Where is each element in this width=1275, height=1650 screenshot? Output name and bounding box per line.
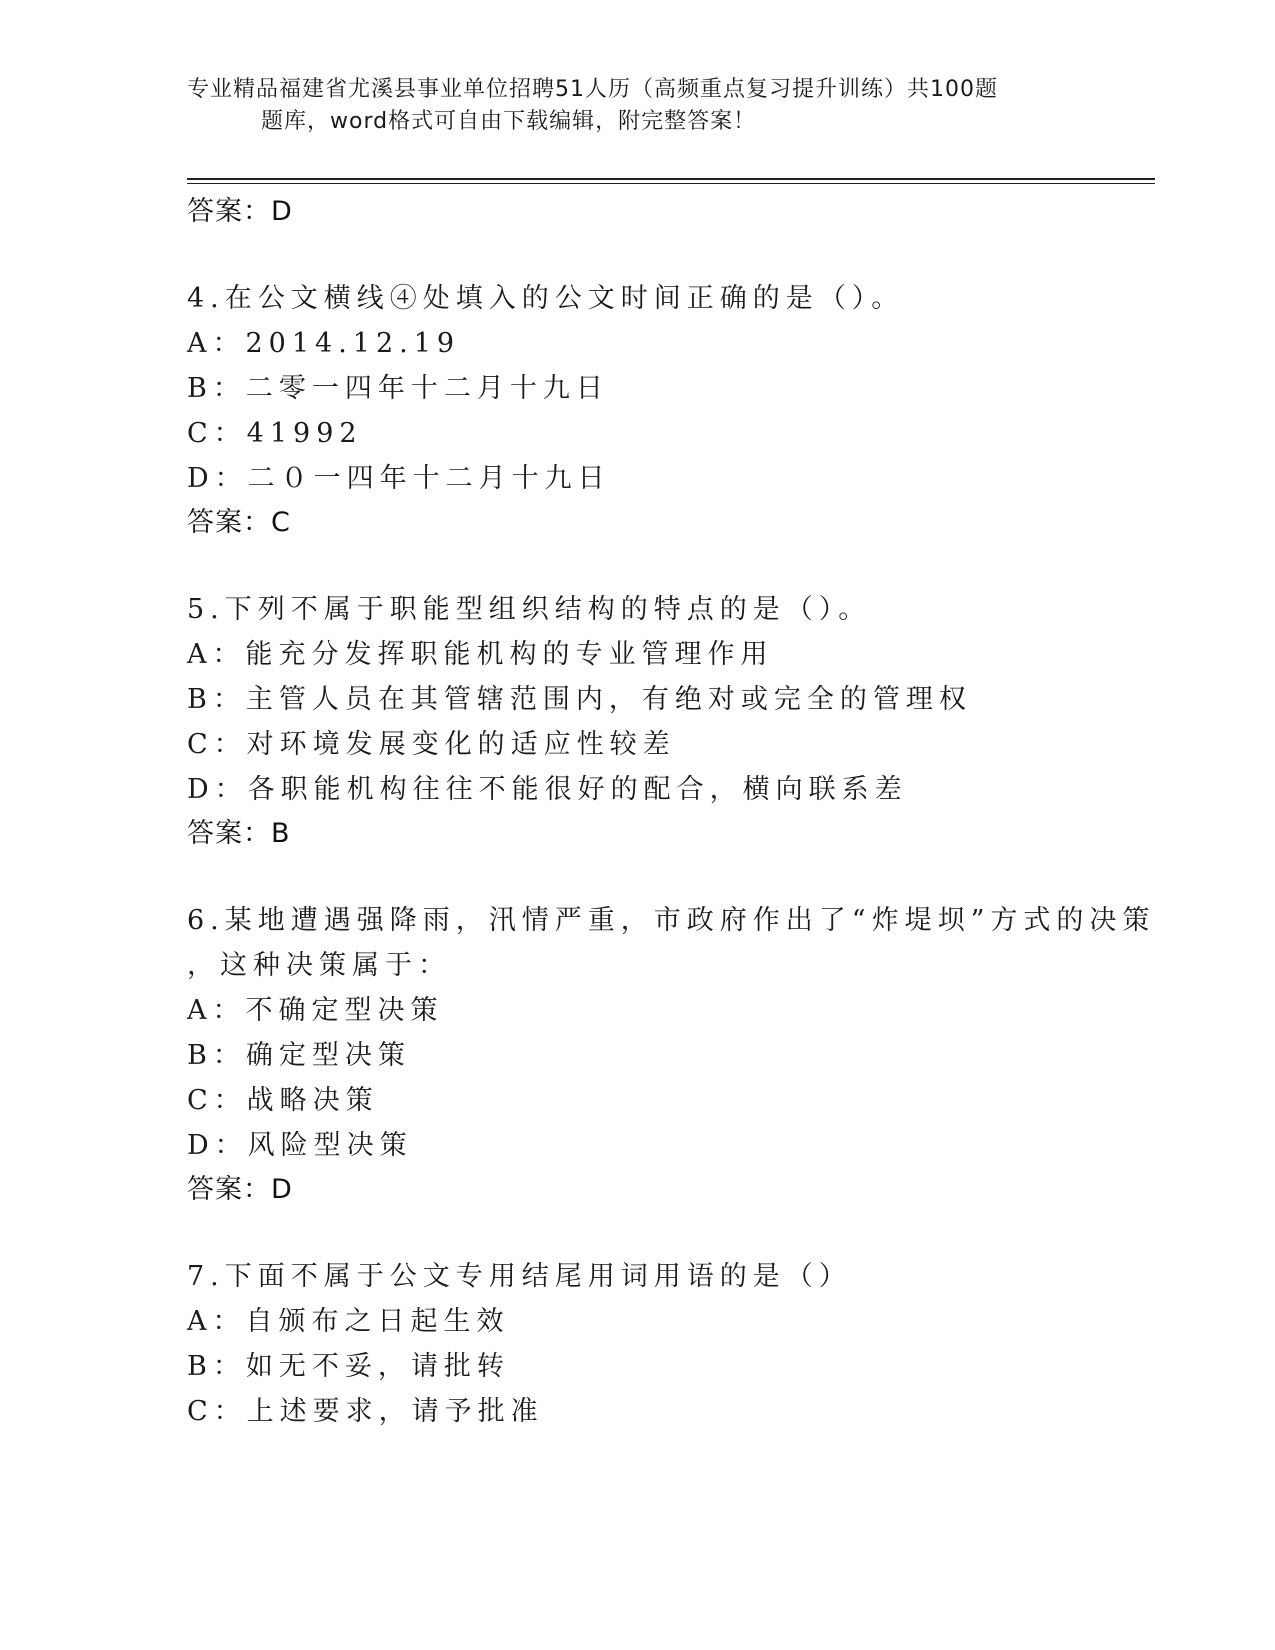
question-text: 4.在公文横线④处填入的公文时间正确的是（）。 bbox=[187, 283, 905, 314]
spacer bbox=[187, 234, 1147, 276]
option-b: B：主管人员在其管辖范围内，有绝对或完全的管理权 bbox=[187, 684, 972, 715]
answer-line: 答案：C bbox=[187, 507, 291, 538]
option-b: B：二零一四年十二月十九日 bbox=[187, 373, 609, 404]
question-text-line2: ，这种决策属于： bbox=[187, 950, 451, 981]
option-c: C：上述要求，请予批准 bbox=[187, 1396, 544, 1427]
header-title-line1: 专业精品福建省尤溪县事业单位招聘51人历（高频重点复习提升训练）共100题 bbox=[187, 77, 998, 102]
option-a: A：2014.12.19 bbox=[187, 328, 461, 359]
option-b: B：确定型决策 bbox=[187, 1040, 411, 1071]
option-c: C：对环境发展变化的适应性较差 bbox=[187, 729, 676, 760]
answer-line: 答案：B bbox=[187, 818, 291, 849]
spacer bbox=[187, 545, 1147, 587]
option-d: D：风险型决策 bbox=[187, 1130, 413, 1161]
option-a: A：自颁布之日起生效 bbox=[187, 1306, 510, 1337]
answer-line: 答案：D bbox=[187, 196, 293, 227]
spacer bbox=[187, 1212, 1147, 1254]
question-text: 7.下面不属于公文专用结尾用词用语的是（） bbox=[187, 1261, 852, 1292]
question-6 bbox=[187, 898, 1156, 1212]
spacer bbox=[187, 856, 1147, 898]
question-list bbox=[187, 190, 1156, 1434]
question-text: 5.下列不属于职能型组织结构的特点的是（）。 bbox=[187, 594, 872, 625]
question-7 bbox=[187, 1254, 1147, 1434]
question-text-line1: 6.某地遭遇强降雨，汛情严重，市政府作出了“炸堤坝”方式的决策 bbox=[187, 905, 1156, 936]
option-c: C：战略决策 bbox=[187, 1085, 379, 1116]
header-title-line2: 题库，word格式可自由下载编辑，附完整答案！ bbox=[261, 109, 757, 134]
option-a: A：不确定型决策 bbox=[187, 995, 444, 1026]
header-divider-thin bbox=[187, 183, 1155, 184]
option-a: A：能充分发挥职能机构的专业管理作用 bbox=[187, 639, 774, 670]
question-5 bbox=[187, 587, 1147, 856]
question-4 bbox=[187, 276, 1147, 545]
option-d: D：各职能机构往往不能很好的配合，横向联系差 bbox=[187, 774, 908, 805]
document-header bbox=[187, 74, 1087, 138]
option-d: D：二０一四年十二月十九日 bbox=[187, 463, 611, 494]
option-c: C：41992 bbox=[187, 418, 363, 449]
header-divider-thick bbox=[187, 178, 1155, 180]
option-b: B：如无不妥，请批转 bbox=[187, 1351, 510, 1382]
answer-line: 答案：D bbox=[187, 1174, 293, 1205]
